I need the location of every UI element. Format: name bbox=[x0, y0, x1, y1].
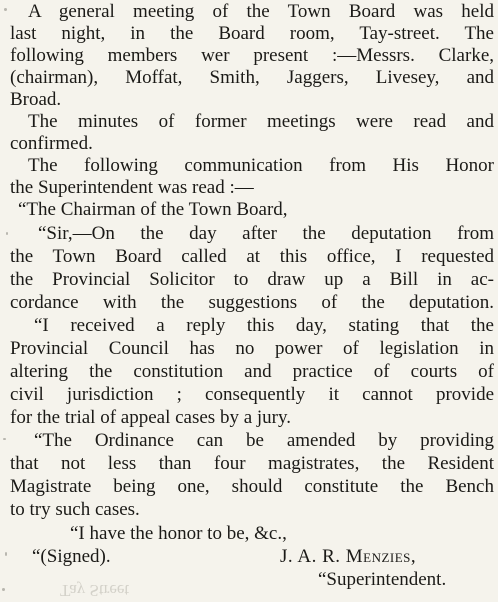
text-line: “The Chairman of the Town Board, bbox=[18, 199, 288, 220]
text-line: the Provincial Solicitor to draw up a Bill in ac- bbox=[10, 269, 494, 290]
signed-label: “(Signed). bbox=[32, 546, 111, 567]
print-speck bbox=[5, 552, 7, 556]
text-line: to try such cases. bbox=[10, 499, 140, 520]
text-line: The minutes of former meetings were read and bbox=[28, 111, 494, 132]
text-line: Magistrate being one, should constitute the Bench bbox=[10, 476, 494, 497]
signature-title: “Superintendent. bbox=[318, 569, 447, 590]
signature-name: J. A. R. Menzies, bbox=[280, 546, 417, 567]
print-speck bbox=[2, 588, 5, 591]
text-line: that not less than four magistrates, the Resident bbox=[10, 453, 494, 474]
text-line: cordance with the suggestions of the deputation. bbox=[10, 292, 494, 313]
print-speck bbox=[4, 8, 7, 11]
text-line: The following communication from His Honor bbox=[28, 155, 494, 176]
text-line: altering the constitution and practice of courts of bbox=[10, 361, 494, 382]
text-line: “Sir,—On the day after the deputation from bbox=[38, 223, 494, 244]
text-line: Broad. bbox=[10, 89, 62, 110]
closing-line: “I have the honor to be, &c., bbox=[70, 523, 287, 544]
text-line: Provincial Council has no power of legislation in bbox=[10, 338, 494, 359]
bleed-through-text: Tay Street bbox=[60, 581, 130, 601]
text-line: “The Ordinance can be amended by providing bbox=[34, 430, 494, 451]
print-speck bbox=[6, 232, 8, 235]
text-line: the Superintendent was read :— bbox=[10, 177, 254, 198]
text-line: A general meeting of the Town Board was held bbox=[28, 1, 494, 22]
text-line: confirmed. bbox=[10, 133, 93, 154]
text-line: the Town Board called at this office, I requested bbox=[10, 246, 494, 267]
text-line: “I received a reply this day, stating that the bbox=[34, 315, 494, 336]
text-line: following members wer present :—Messrs. Clarke, bbox=[10, 45, 494, 66]
text-line: last night, in the Board room, Tay-street. The bbox=[10, 23, 494, 44]
text-line: for the trial of appeal cases by a jury. bbox=[10, 407, 292, 428]
text-line: (chairman), Moffat, Smith, Jaggers, Livesey, and bbox=[10, 67, 494, 88]
text-line: civil jurisdiction ; consequently it cannot provide bbox=[10, 384, 494, 405]
print-speck bbox=[3, 438, 6, 440]
